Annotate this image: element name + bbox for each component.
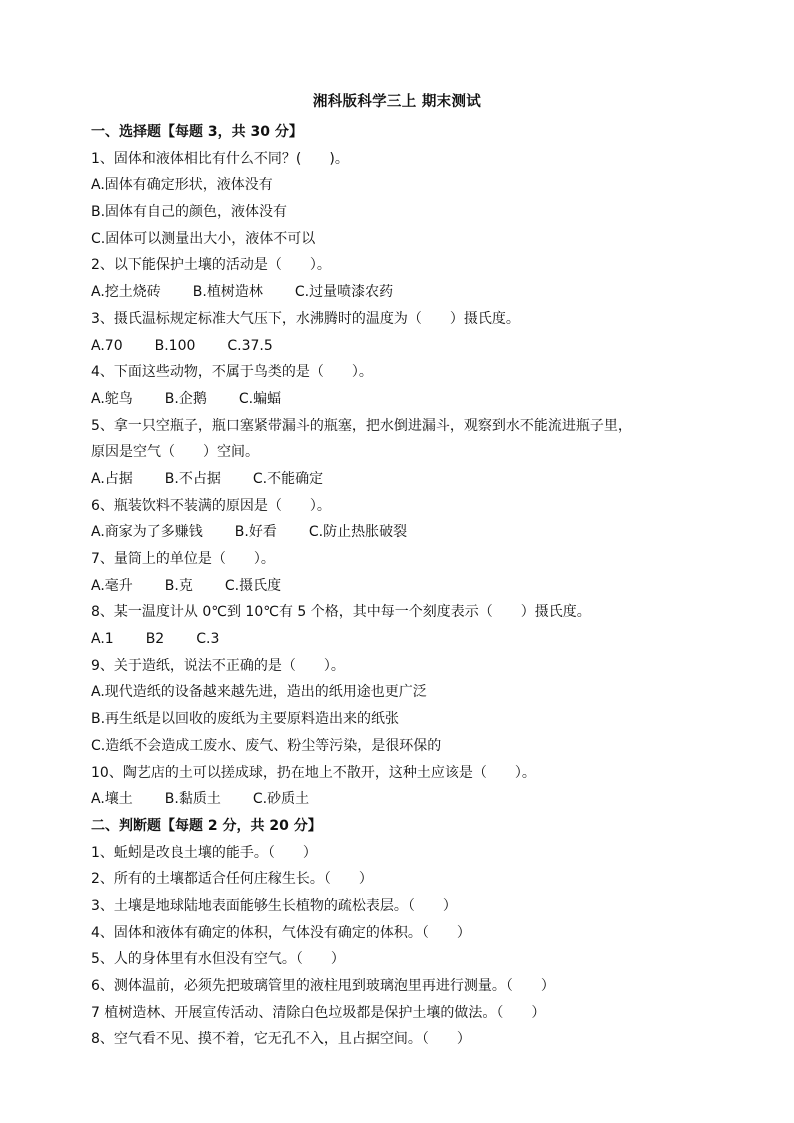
question-8: 8、某一温度计从 0℃到 10℃有 5 个格，其中每一个刻度表示（ ）摄氏度。 [91, 604, 591, 621]
q6-option-c: C.防止热胀破裂 [308, 524, 408, 541]
q2-options [91, 279, 731, 306]
page-title: 湘科版科学三上 期末测试 [312, 94, 482, 110]
judge-item-5: 5、人的身体里有水但没有空气。（ ） [91, 951, 345, 968]
judge-item-4: 4、固体和液体有确定的体积，气体没有确定的体积。（ ） [91, 924, 471, 941]
q8-option-a: A.1 [91, 631, 114, 648]
judge-item-6: 6、测体温前，必须先把玻璃管里的液柱甩到玻璃泡里再进行测量。（ ） [91, 978, 555, 994]
q10-option-a: A.壤土 [91, 791, 133, 808]
q9-option-a: A.现代造纸的设备越来越先进，造出的纸用途也更广泛 [91, 684, 427, 701]
q4-option-a: A.鸵鸟 [91, 390, 133, 407]
judge-item-1: 1、蚯蚓是改良土壤的能手。（ ） [91, 844, 317, 861]
q4-option-c: C.蝙蝠 [238, 390, 282, 407]
question-4: 4、下面这些动物，不属于鸟类的是（ ）。 [91, 364, 373, 381]
judge-item-7: 7 植树造林、开展宣传活动、清除白色垃圾都是保护土壤的做法。（ ） [91, 1004, 546, 1021]
q1-option-b: B.固体有自己的颜色，液体没有 [91, 204, 288, 221]
question-5-continued: 原因是空气（ ）空间。 [91, 444, 259, 461]
q9-option-c: C.造纸不会造成工废水、废气、粉尘等污染，是很环保的 [91, 737, 442, 754]
question-7: 7、量筒上的单位是（ ）。 [91, 551, 275, 567]
q5-option-a: A.占据 [91, 470, 133, 487]
question-2: 2、以下能保护土壤的活动是（ ）。 [91, 257, 331, 274]
judge-item-3: 3、土壤是地球陆地表面能够生长植物的疏松表层。（ ） [91, 897, 457, 914]
judge-item-2: 2、所有的土壤都适合任何庄稼生长。（ ） [91, 871, 373, 888]
question-9: 9、关于造纸，说法不正确的是（ ）。 [91, 657, 345, 674]
question-6: 6、瓶装饮料不装满的原因是（ ）。 [91, 497, 331, 514]
q5-option-c: C.不能确定 [252, 470, 324, 487]
question-3: 3、摄氏温标规定标准大气压下，水沸腾时的温度为（ ）摄氏度。 [91, 310, 520, 327]
q2-option-a: A.挖土烧砖 [91, 284, 161, 301]
q5-option-b: B.不占据 [164, 470, 221, 487]
question-1: 1、固体和液体相比有什么不同？( )。 [91, 150, 349, 167]
q7-option-a: A.毫升 [91, 577, 133, 594]
q9-option-b: B.再生纸是以回收的废纸为主要原料造出来的纸张 [91, 711, 400, 728]
q7-option-c: C.摄氏度 [224, 577, 282, 594]
q5-options [91, 466, 731, 493]
question-5: 5、拿一只空瓶子，瓶口塞紧带漏斗的瓶塞，把水倒进漏斗，观察到水不能流进瓶子里， [91, 417, 632, 434]
exam-content [91, 119, 731, 1053]
q10-options [91, 786, 731, 813]
question-10: 10、陶艺店的土可以搓成球，扔在地上不散开，这种土应该是（ ）。 [91, 764, 536, 781]
q1-option-c: C.固体可以测量出大小，液体不可以 [91, 230, 316, 247]
q3-option-b: B.100 [154, 337, 196, 354]
q10-option-b: B.黏质土 [164, 791, 221, 808]
section-1-heading: 一、选择题【每题 3，共 30 分】 [91, 124, 303, 140]
q7-option-b: B.克 [164, 577, 193, 594]
q10-option-c: C.砂质土 [252, 791, 310, 808]
judge-item-8: 8、空气看不见、摸不着，它无孔不入，且占据空间。（ ） [91, 1031, 471, 1048]
q1-option-a: A.固体有确定形状，液体没有 [91, 177, 273, 194]
q3-option-c: C.37.5 [227, 337, 273, 354]
q3-options [91, 333, 731, 360]
q4-option-b: B.企鹅 [164, 390, 207, 407]
q2-option-c: C.过量喷漆农药 [294, 284, 394, 301]
q2-option-b: B.植树造林 [192, 284, 263, 301]
q8-options [91, 626, 731, 653]
q8-option-b: B2 [145, 631, 165, 648]
q3-option-a: A.70 [91, 337, 123, 354]
q6-option-b: B.好看 [234, 524, 277, 541]
q6-options [91, 519, 731, 546]
q6-option-a: A.商家为了多赚钱 [91, 524, 203, 541]
section-2-heading: 二、判断题【每题 2 分，共 20 分】 [91, 817, 322, 834]
q8-option-c: C.3 [196, 631, 220, 648]
q7-options [91, 573, 731, 600]
q4-options [91, 386, 731, 413]
